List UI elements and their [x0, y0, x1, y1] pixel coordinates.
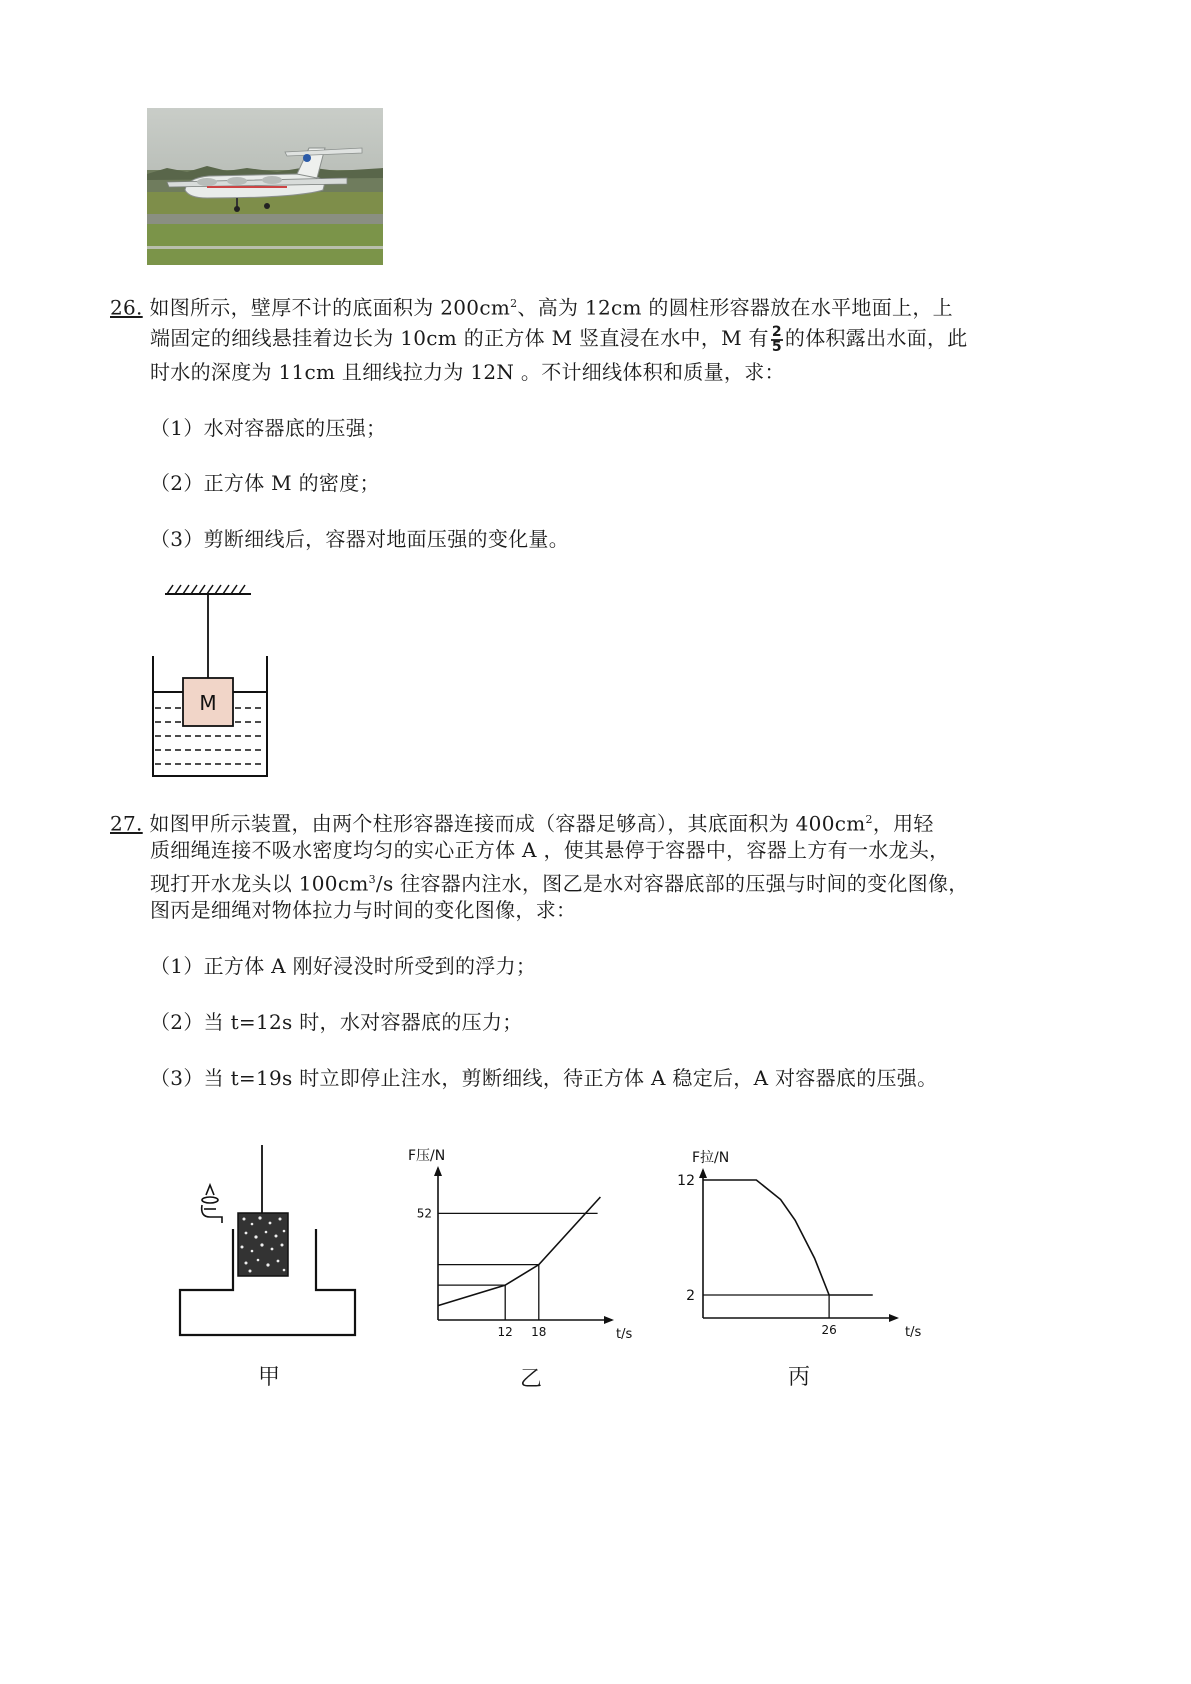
- q26-number: 26.: [110, 295, 143, 320]
- chart-bing-ytick-12: 12: [677, 1173, 695, 1189]
- chart-yi-xtick-18: 18: [531, 1325, 547, 1339]
- chart-bing-x-arrow: [889, 1314, 899, 1322]
- caption-bing: 丙: [788, 1365, 811, 1390]
- chart-bing-xlabel: t/s: [905, 1325, 922, 1340]
- q26-sub3: （3）剪断细线后，容器对地面压强的变化量。: [150, 527, 570, 551]
- q26-sub2: （2）正方体 M 的密度；: [150, 471, 380, 495]
- chart-yi-x-arrow: [604, 1316, 614, 1324]
- chart-yi-ytick-52: 52: [416, 1206, 432, 1221]
- chart-yi-xtick-12: 12: [497, 1325, 513, 1339]
- cube-m-label: M: [199, 691, 217, 715]
- pressure-time-chart: [400, 1138, 633, 1343]
- q27-sub3: （3）当 t=19s 时立即停止注水，剪断细线，待正方体 A 稳定后，A 对容器底的压强。: [150, 1066, 938, 1090]
- q26-line1: 26. 如图所示，壁厚不计的底面积为 $200cm^2$、高为 12cm 的圆柱形容器放在水平地面上，上: [110, 295, 953, 320]
- caption-jia: 甲: [258, 1365, 281, 1390]
- q27-sub2: （2）当 t=12s 时，水对容器底的压力；: [150, 1010, 523, 1034]
- q26-line3: 时水的深度为 11cm 且细线拉力为 12N 。不计细线体积和质量，求：: [150, 360, 785, 384]
- tension-time-chart: [665, 1138, 925, 1343]
- chart-bing-ylabel: F拉/N: [692, 1150, 730, 1166]
- chart-bing-ytick-2: 2: [686, 1288, 695, 1304]
- caption-yi: 乙: [520, 1367, 543, 1392]
- q27-line4: 图丙是细绳对物体拉力与时间的变化图像，求：: [150, 898, 577, 922]
- q27-number: 27.: [110, 811, 143, 836]
- chart-yi-xlabel: t/s: [616, 1327, 633, 1342]
- seaplane-photo: [147, 108, 383, 265]
- q27-apparatus-diagram: [170, 1145, 360, 1345]
- chart-bing-series-line: [703, 1180, 873, 1295]
- chart-bing-y-arrow: [699, 1168, 707, 1178]
- q27-line3: 现打开水龙头以 $100cm^3/s$ 往容器内注水，图乙是水对容器底部的压强与时间的变化图像，: [150, 871, 969, 896]
- chart-yi-ylabel: F压/N: [408, 1148, 446, 1164]
- q26-container-diagram: [145, 580, 275, 780]
- q27-sub1: （1）正方体 A 刚好浸没时所受到的浮力；: [150, 954, 537, 978]
- fraction-two-fifths: $\frac{2}{5}$: [771, 323, 782, 355]
- chart-yi-y-arrow: [434, 1166, 442, 1176]
- q27-line2: 质细绳连接不吸水密度均匀的实心正方体 A ，使其悬停于容器中，容器上方有一水龙头，: [150, 838, 950, 862]
- chart-bing-xtick-26: 26: [821, 1323, 837, 1337]
- q26-sub1: （1）水对容器底的压强；: [150, 416, 387, 440]
- q27-line1: 27. 如图甲所示装置，由两个柱形容器连接而成（容器足够高），其底面积为 $400cm^2$，用轻: [110, 811, 934, 836]
- faucet-icon: [202, 1185, 222, 1223]
- q26-line2: 端固定的细线悬挂着边长为 10cm 的正方体 M 竖直浸在水中，M 有 $\frac{2}{5}$ 的体积露出水面，此: [150, 323, 968, 355]
